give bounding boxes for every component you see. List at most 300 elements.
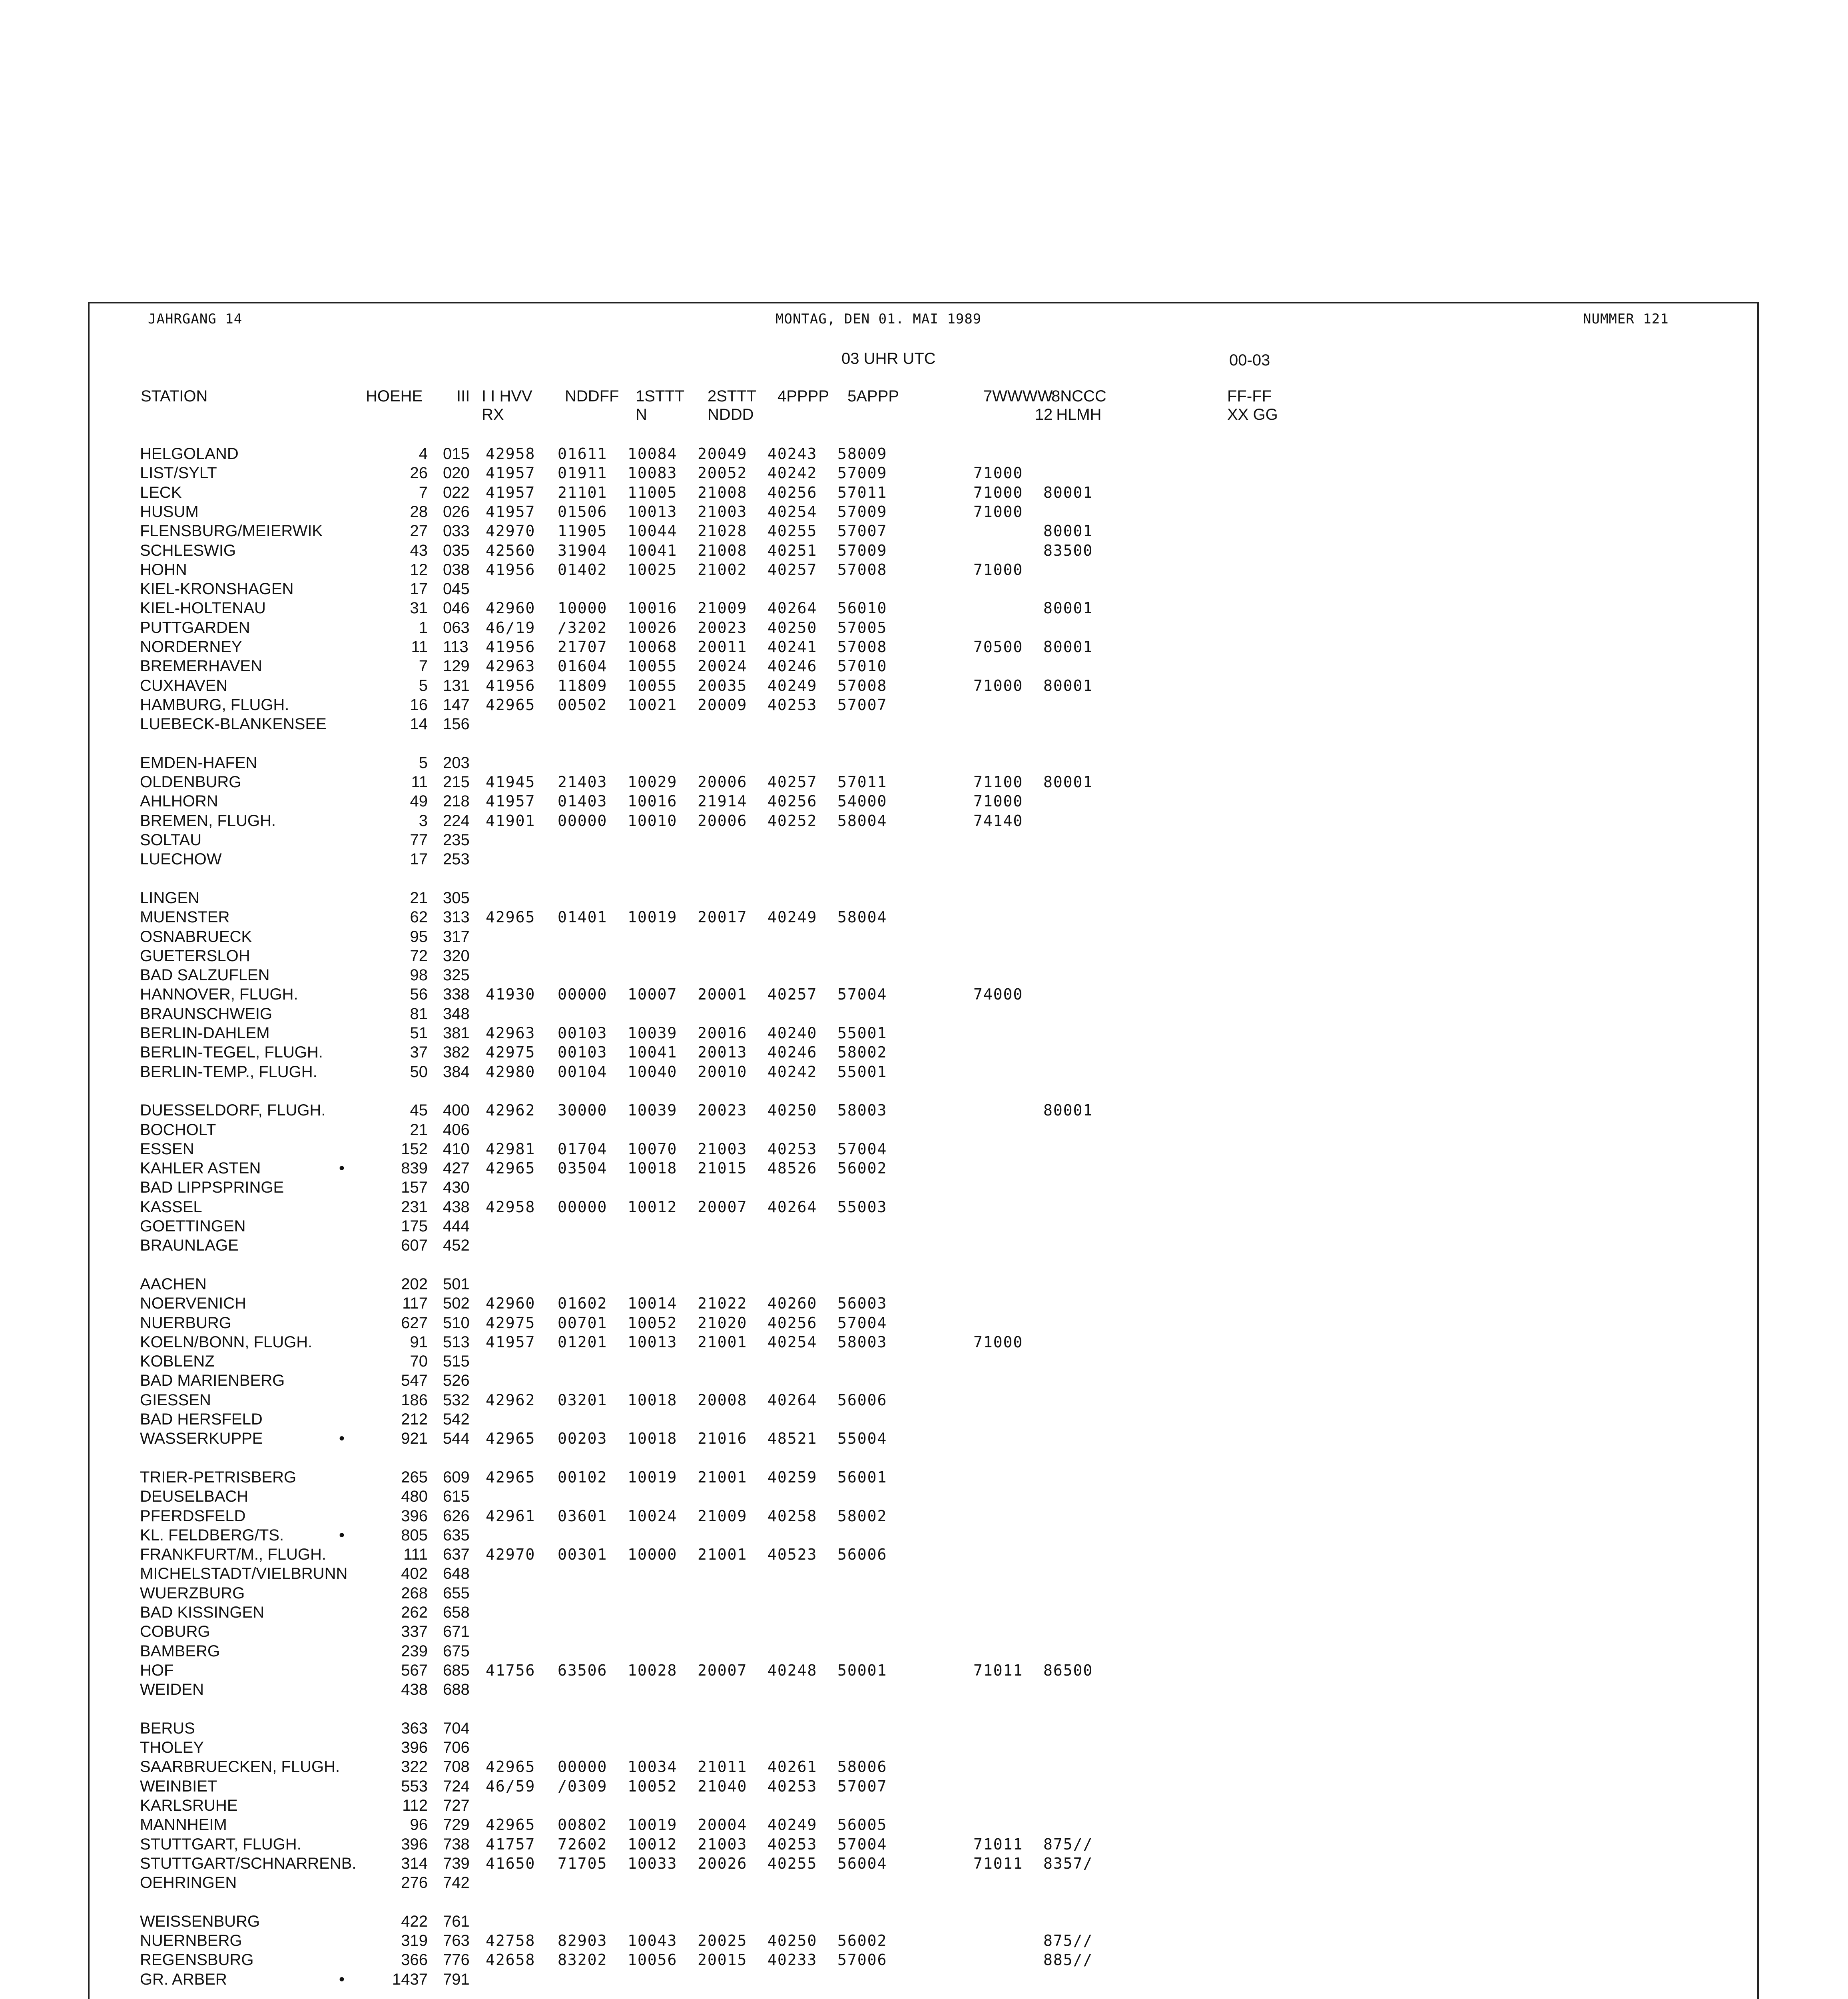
station-id: 253: [443, 850, 470, 868]
synop-group-c4: 21009: [698, 599, 748, 617]
station-height: 186: [401, 1391, 428, 1409]
synop-group-c7: 71000: [973, 1333, 1023, 1351]
station-name: OSNABRUECK: [140, 928, 252, 946]
synop-group-c3: 10041: [628, 541, 678, 559]
station-height: 72: [410, 947, 428, 965]
synop-group-c4: 20013: [698, 1043, 748, 1061]
synop-group-c4: 21001: [698, 1546, 748, 1564]
synop-group-c4: 21003: [698, 503, 748, 521]
station-id: 688: [443, 1681, 470, 1699]
synop-group-c3: 10019: [628, 1468, 678, 1486]
synop-group-c2: 00301: [558, 1546, 608, 1564]
col-8: 8NCCC HLMH: [1051, 387, 1106, 423]
synop-group-c5: 40248: [768, 1661, 817, 1679]
station-name: FLENSBURG/MEIERWIK: [140, 522, 323, 540]
synop-group-c2: 21403: [558, 773, 608, 791]
synop-group-c5: 40246: [768, 657, 817, 675]
station-height: 56: [410, 986, 428, 1003]
synop-group-c3: 10068: [628, 638, 678, 656]
station-height: 265: [401, 1468, 428, 1486]
station-id: 648: [443, 1565, 470, 1583]
station-id: 763: [443, 1932, 470, 1950]
synop-group-c4: 21020: [698, 1314, 748, 1332]
station-height: 21: [410, 1121, 428, 1139]
synop-group-c2: 21707: [558, 638, 608, 656]
station-height: 366: [401, 1951, 428, 1969]
synop-group-c3: 10040: [628, 1063, 678, 1081]
synop-group-c5: 40250: [768, 1932, 817, 1950]
station-name: FRANKFURT/M., FLUGH.: [140, 1546, 326, 1564]
synop-group-c2: 83202: [558, 1951, 608, 1969]
synop-group-c3: 11005: [628, 483, 678, 501]
station-height: 111: [403, 1546, 428, 1564]
synop-group-c4: 20010: [698, 1063, 748, 1081]
synop-group-c3: 10019: [628, 908, 678, 926]
synop-group-c7: 71000: [973, 561, 1023, 579]
station-height: 28: [410, 503, 428, 521]
synop-group-c1: 42970: [486, 522, 536, 540]
station-height: 117: [402, 1295, 428, 1313]
station-name: ESSEN: [140, 1140, 194, 1158]
mountain-station-mark: •: [339, 1159, 345, 1177]
synop-group-c4: 20023: [698, 618, 748, 636]
synop-group-c5: 40249: [768, 1816, 817, 1834]
synop-group-c2: 00000: [558, 1198, 608, 1216]
station-name: SCHLESWIG: [140, 541, 236, 559]
synop-group-c8: 80001: [1043, 676, 1093, 694]
synop-group-c2: 01403: [558, 792, 608, 810]
station-height: 49: [410, 792, 428, 810]
synop-group-c4: 20009: [698, 696, 748, 714]
station-id: 313: [443, 908, 470, 926]
station-id: 305: [443, 889, 470, 907]
synop-group-c6: 56003: [837, 1295, 887, 1313]
col-station: STATION: [141, 387, 208, 405]
synop-group-c7: 71000: [973, 483, 1023, 501]
synop-group-c8: 80001: [1043, 773, 1093, 791]
synop-group-c1: 42961: [486, 1507, 536, 1525]
station-id: 729: [443, 1816, 470, 1834]
station-height: 91: [410, 1333, 428, 1351]
station-height: 337: [401, 1623, 428, 1641]
synop-group-c6: 58003: [837, 1101, 887, 1119]
station-id: 739: [443, 1854, 470, 1872]
synop-group-c4: 20035: [698, 676, 748, 694]
synop-group-c3: 10025: [628, 561, 678, 579]
synop-group-c3: 10026: [628, 618, 678, 636]
synop-group-c4: 21008: [698, 483, 748, 501]
station-name: BAD LIPPSPRINGE: [140, 1179, 284, 1197]
synop-group-c6: 57008: [837, 638, 887, 656]
synop-group-c8: 885//: [1043, 1951, 1093, 1969]
synop-group-c5: 40261: [768, 1758, 817, 1776]
station-height: 627: [401, 1314, 428, 1332]
station-id: 452: [443, 1237, 470, 1255]
synop-group-c2: 00000: [558, 812, 608, 830]
col-5: 4PPPP: [777, 387, 829, 405]
station-height: 422: [401, 1912, 428, 1930]
synop-group-c1: 42980: [486, 1063, 536, 1081]
report-date: MONTAG, DEN 01. MAI 1989: [775, 311, 982, 327]
observation-period: 00-03: [1229, 351, 1270, 369]
synop-group-c6: 57004: [837, 1314, 887, 1332]
station-height: 37: [410, 1043, 428, 1061]
synop-group-c3: 10016: [628, 599, 678, 617]
station-id: 761: [443, 1912, 470, 1930]
synop-group-c2: 01201: [558, 1333, 608, 1351]
synop-group-c2: 01611: [558, 445, 608, 463]
synop-group-c8: 8357/: [1043, 1854, 1093, 1872]
synop-group-c1: 42958: [486, 1198, 536, 1216]
station-height: 314: [401, 1854, 428, 1872]
synop-group-c6: 56002: [837, 1932, 887, 1950]
synop-group-c5: 40256: [768, 483, 817, 501]
synop-group-c3: 10052: [628, 1314, 678, 1332]
synop-group-c6: 55003: [837, 1198, 887, 1216]
synop-group-c6: 50001: [837, 1661, 887, 1679]
station-name: KL. FELDBERG/TS.: [140, 1526, 284, 1544]
station-height: 175: [401, 1217, 428, 1235]
synop-group-c7: 71011: [973, 1661, 1023, 1679]
synop-group-c3: 10021: [628, 696, 678, 714]
station-name: THOLEY: [140, 1739, 204, 1757]
col-3: 1STTT N: [636, 387, 685, 423]
synop-group-c1: 41957: [486, 503, 536, 521]
synop-group-c3: 10013: [628, 1333, 678, 1351]
station-id: 609: [443, 1468, 470, 1486]
synop-group-c7: 70500: [973, 638, 1023, 656]
station-height: 839: [401, 1159, 428, 1177]
station-id: 384: [443, 1063, 470, 1081]
station-id: 738: [443, 1835, 470, 1853]
station-height: 3: [419, 812, 428, 830]
synop-group-c4: 20007: [698, 1661, 748, 1679]
synop-group-c8: 80001: [1043, 522, 1093, 540]
station-id: 542: [443, 1410, 470, 1428]
station-name: COBURG: [140, 1623, 210, 1641]
synop-group-c4: 21016: [698, 1430, 748, 1448]
synop-group-c3: 10014: [628, 1295, 678, 1313]
station-id: 020: [443, 464, 470, 482]
col-hoehe: HOEHE: [366, 387, 423, 405]
synop-group-c1: 42960: [486, 1295, 536, 1313]
synop-group-c7: 71011: [973, 1854, 1023, 1872]
synop-group-c6: 57007: [837, 696, 887, 714]
volume-label: JAHRGANG 14: [148, 311, 243, 327]
synop-group-c4: 20011: [698, 638, 748, 656]
synop-group-c4: 21022: [698, 1295, 748, 1313]
station-name: BREMEN, FLUGH.: [140, 812, 276, 830]
station-name: BERLIN-DAHLEM: [140, 1024, 270, 1042]
station-name: BOCHOLT: [140, 1121, 216, 1139]
synop-group-c6: 58006: [837, 1758, 887, 1776]
synop-group-c1: 41956: [486, 638, 536, 656]
synop-group-c4: 20049: [698, 445, 748, 463]
col-4: 2STTT NDDD: [708, 387, 757, 423]
station-height: 231: [401, 1198, 428, 1216]
synop-group-c5: 40255: [768, 522, 817, 540]
synop-group-c5: 40249: [768, 908, 817, 926]
station-height: 7: [419, 657, 428, 675]
col-7: 7WWWW 12: [983, 387, 1053, 423]
synop-group-c1: 41650: [486, 1854, 536, 1872]
synop-group-c2: 10000: [558, 599, 608, 617]
station-id: 444: [443, 1217, 470, 1235]
synop-group-c1: 42965: [486, 1430, 536, 1448]
synop-group-c2: 00000: [558, 986, 608, 1003]
synop-group-c4: 21003: [698, 1835, 748, 1853]
synop-group-c1: 46/59: [486, 1777, 536, 1795]
synop-group-c6: 56004: [837, 1854, 887, 1872]
synop-group-c6: 58002: [837, 1043, 887, 1061]
synop-group-c4: 20007: [698, 1198, 748, 1216]
station-name: LIST/SYLT: [140, 464, 217, 482]
station-name: LINGEN: [140, 889, 199, 907]
synop-group-c1: 41957: [486, 464, 536, 482]
station-name: HOHN: [140, 561, 187, 579]
synop-group-c2: 03601: [558, 1507, 608, 1525]
synop-group-c2: 00103: [558, 1043, 608, 1061]
station-id: 046: [443, 599, 470, 617]
station-id: 224: [443, 812, 470, 830]
station-name: KOBLENZ: [140, 1353, 215, 1371]
synop-group-c3: 10044: [628, 522, 678, 540]
synop-group-c1: 42962: [486, 1101, 536, 1119]
synop-group-c2: 21101: [558, 483, 608, 501]
synop-group-c5: 40250: [768, 1101, 817, 1119]
synop-group-c3: 10055: [628, 676, 678, 694]
synop-group-c2: 72602: [558, 1835, 608, 1853]
synop-group-c1: 42560: [486, 541, 536, 559]
station-height: 21: [410, 889, 428, 907]
station-height: 239: [401, 1642, 428, 1660]
synop-group-c6: 57005: [837, 618, 887, 636]
station-name: NUERBURG: [140, 1314, 231, 1332]
synop-group-c5: 40240: [768, 1024, 817, 1042]
station-id: 203: [443, 754, 470, 772]
synop-group-c4: 20024: [698, 657, 748, 675]
station-name: BERLIN-TEGEL, FLUGH.: [140, 1043, 323, 1061]
synop-group-c6: 58003: [837, 1333, 887, 1351]
synop-group-c2: 01401: [558, 908, 608, 926]
synop-group-c8: 80001: [1043, 483, 1093, 501]
synop-group-c8: 875//: [1043, 1932, 1093, 1950]
station-id: 724: [443, 1777, 470, 1795]
synop-group-c4: 20025: [698, 1932, 748, 1950]
station-height: 11: [411, 773, 428, 791]
synop-group-c2: 31904: [558, 541, 608, 559]
synop-group-c1: 46/19: [486, 618, 536, 636]
station-id: 510: [443, 1314, 470, 1332]
station-name: BAD MARIENBERG: [140, 1372, 285, 1390]
station-height: 81: [410, 1005, 428, 1023]
synop-group-c1: 41945: [486, 773, 536, 791]
synop-group-c6: 57004: [837, 986, 887, 1003]
station-name: KARLSRUHE: [140, 1797, 238, 1814]
synop-group-c6: 58004: [837, 908, 887, 926]
station-height: 51: [410, 1024, 428, 1042]
synop-group-c1: 42658: [486, 1951, 536, 1969]
synop-group-c4: 21008: [698, 541, 748, 559]
synop-group-c2: 00203: [558, 1430, 608, 1448]
synop-group-c6: 57004: [837, 1140, 887, 1158]
station-name: MANNHEIM: [140, 1816, 227, 1834]
synop-group-c6: 57009: [837, 541, 887, 559]
synop-group-c8: 83500: [1043, 541, 1093, 559]
synop-group-c3: 10070: [628, 1140, 678, 1158]
station-name: LUECHOW: [140, 850, 222, 868]
station-name: LUEBECK-BLANKENSEE: [140, 715, 327, 733]
synop-group-c6: 57008: [837, 676, 887, 694]
synop-group-c2: 00102: [558, 1468, 608, 1486]
station-id: 658: [443, 1604, 470, 1621]
synop-group-c7: 74000: [973, 986, 1023, 1003]
synop-group-c3: 10010: [628, 812, 678, 830]
synop-group-c5: 40264: [768, 599, 817, 617]
synop-group-c5: 40253: [768, 1140, 817, 1158]
synop-group-c1: 42758: [486, 1932, 536, 1950]
station-id: 637: [443, 1546, 470, 1564]
station-name: AACHEN: [140, 1275, 207, 1293]
col-9: FF-FF XX GG: [1227, 387, 1278, 423]
station-id: 382: [443, 1043, 470, 1061]
synop-group-c6: 57007: [837, 1777, 887, 1795]
station-name: HAMBURG, FLUGH.: [140, 696, 289, 714]
synop-group-c3: 10016: [628, 792, 678, 810]
synop-group-c6: 57009: [837, 464, 887, 482]
station-id: 045: [443, 580, 470, 598]
synop-group-c5: 40243: [768, 445, 817, 463]
col-2: NDDFF: [565, 387, 619, 405]
station-id: 515: [443, 1353, 470, 1371]
station-id: 501: [443, 1275, 470, 1293]
synop-group-c2: 01602: [558, 1295, 608, 1313]
col-iii: III: [457, 387, 470, 405]
station-height: 16: [410, 696, 428, 714]
station-height: 276: [401, 1874, 428, 1892]
synop-group-c3: 10019: [628, 1816, 678, 1834]
station-height: 607: [401, 1237, 428, 1255]
synop-group-c4: 21914: [698, 792, 748, 810]
station-height: 363: [401, 1719, 428, 1737]
synop-group-c8: 875//: [1043, 1835, 1093, 1853]
station-height: 17: [410, 580, 428, 598]
station-height: 553: [401, 1777, 428, 1795]
station-name: BAD SALZUFLEN: [140, 966, 270, 984]
synop-group-c1: 41957: [486, 792, 536, 810]
synop-group-c5: 40249: [768, 676, 817, 694]
report-frame: [88, 302, 1759, 1999]
station-id: 218: [443, 792, 470, 810]
synop-group-c4: 21015: [698, 1159, 748, 1177]
synop-group-c5: 40253: [768, 1835, 817, 1853]
synop-group-c6: 58002: [837, 1507, 887, 1525]
synop-group-c2: 00502: [558, 696, 608, 714]
col-1: I I HVV RX: [482, 387, 532, 423]
station-id: 026: [443, 503, 470, 521]
synop-group-c1: 41957: [486, 1333, 536, 1351]
station-id: 427: [443, 1159, 470, 1177]
station-name: DUESSELDORF, FLUGH.: [140, 1101, 326, 1119]
station-id: 131: [443, 676, 470, 694]
station-id: 348: [443, 1005, 470, 1023]
synop-group-c4: 20006: [698, 773, 748, 791]
synop-group-c4: 20004: [698, 1816, 748, 1834]
station-name: LECK: [140, 483, 182, 501]
synop-group-c1: 41901: [486, 812, 536, 830]
station-height: 11: [411, 638, 428, 656]
station-name: EMDEN-HAFEN: [140, 754, 257, 772]
synop-group-c1: 41757: [486, 1835, 536, 1853]
station-name: BAD HERSFELD: [140, 1410, 263, 1428]
station-id: 626: [443, 1507, 470, 1525]
synop-group-c6: 57011: [837, 483, 887, 501]
station-name: BRAUNLAGE: [140, 1237, 239, 1255]
synop-group-c1: 42965: [486, 908, 536, 926]
synop-group-c4: 21003: [698, 1140, 748, 1158]
synop-group-c3: 10083: [628, 464, 678, 482]
synop-group-c3: 10055: [628, 657, 678, 675]
synop-group-c3: 10024: [628, 1507, 678, 1525]
synop-group-c3: 10052: [628, 1777, 678, 1795]
synop-group-c7: 71100: [973, 773, 1023, 791]
station-name: KAHLER ASTEN: [140, 1159, 261, 1177]
synop-group-c1: 42962: [486, 1391, 536, 1409]
synop-group-c3: 10028: [628, 1661, 678, 1679]
station-height: 396: [401, 1507, 428, 1525]
station-name: WUERZBURG: [140, 1584, 245, 1602]
synop-group-c1: 41956: [486, 676, 536, 694]
synop-group-c2: 71705: [558, 1854, 608, 1872]
synop-group-c6: 57007: [837, 522, 887, 540]
station-id: 655: [443, 1584, 470, 1602]
station-id: 544: [443, 1430, 470, 1448]
synop-group-c5: 40242: [768, 464, 817, 482]
synop-group-c3: 10041: [628, 1043, 678, 1061]
station-height: 1437: [392, 1970, 428, 1988]
station-name: HANNOVER, FLUGH.: [140, 986, 298, 1003]
station-name: BRAUNSCHWEIG: [140, 1005, 273, 1023]
station-name: PFERDSFELD: [140, 1507, 246, 1525]
station-height: 31: [410, 599, 428, 617]
synop-group-c2: 01604: [558, 657, 608, 675]
station-height: 402: [401, 1565, 428, 1583]
station-name: SOLTAU: [140, 831, 202, 849]
synop-group-c6: 56006: [837, 1546, 887, 1564]
station-height: 95: [410, 928, 428, 946]
synop-group-c4: 21001: [698, 1468, 748, 1486]
station-name: OEHRINGEN: [140, 1874, 237, 1892]
station-height: 4: [419, 445, 428, 463]
station-name: WEINBIET: [140, 1777, 217, 1795]
synop-group-c3: 10000: [628, 1546, 678, 1564]
station-id: 033: [443, 522, 470, 540]
mountain-station-mark: •: [339, 1430, 345, 1448]
synop-group-c6: 57011: [837, 773, 887, 791]
station-height: 12: [410, 561, 428, 579]
synop-group-c6: 58009: [837, 445, 887, 463]
station-height: 17: [410, 850, 428, 868]
synop-group-c2: 30000: [558, 1101, 608, 1119]
synop-group-c3: 10018: [628, 1159, 678, 1177]
synop-group-c6: 57008: [837, 561, 887, 579]
station-id: 063: [443, 618, 470, 636]
station-name: REGENSBURG: [140, 1951, 254, 1969]
synop-group-c2: 82903: [558, 1932, 608, 1950]
synop-group-c1: 42975: [486, 1314, 536, 1332]
synop-group-c5: 40241: [768, 638, 817, 656]
synop-group-c3: 10043: [628, 1932, 678, 1950]
